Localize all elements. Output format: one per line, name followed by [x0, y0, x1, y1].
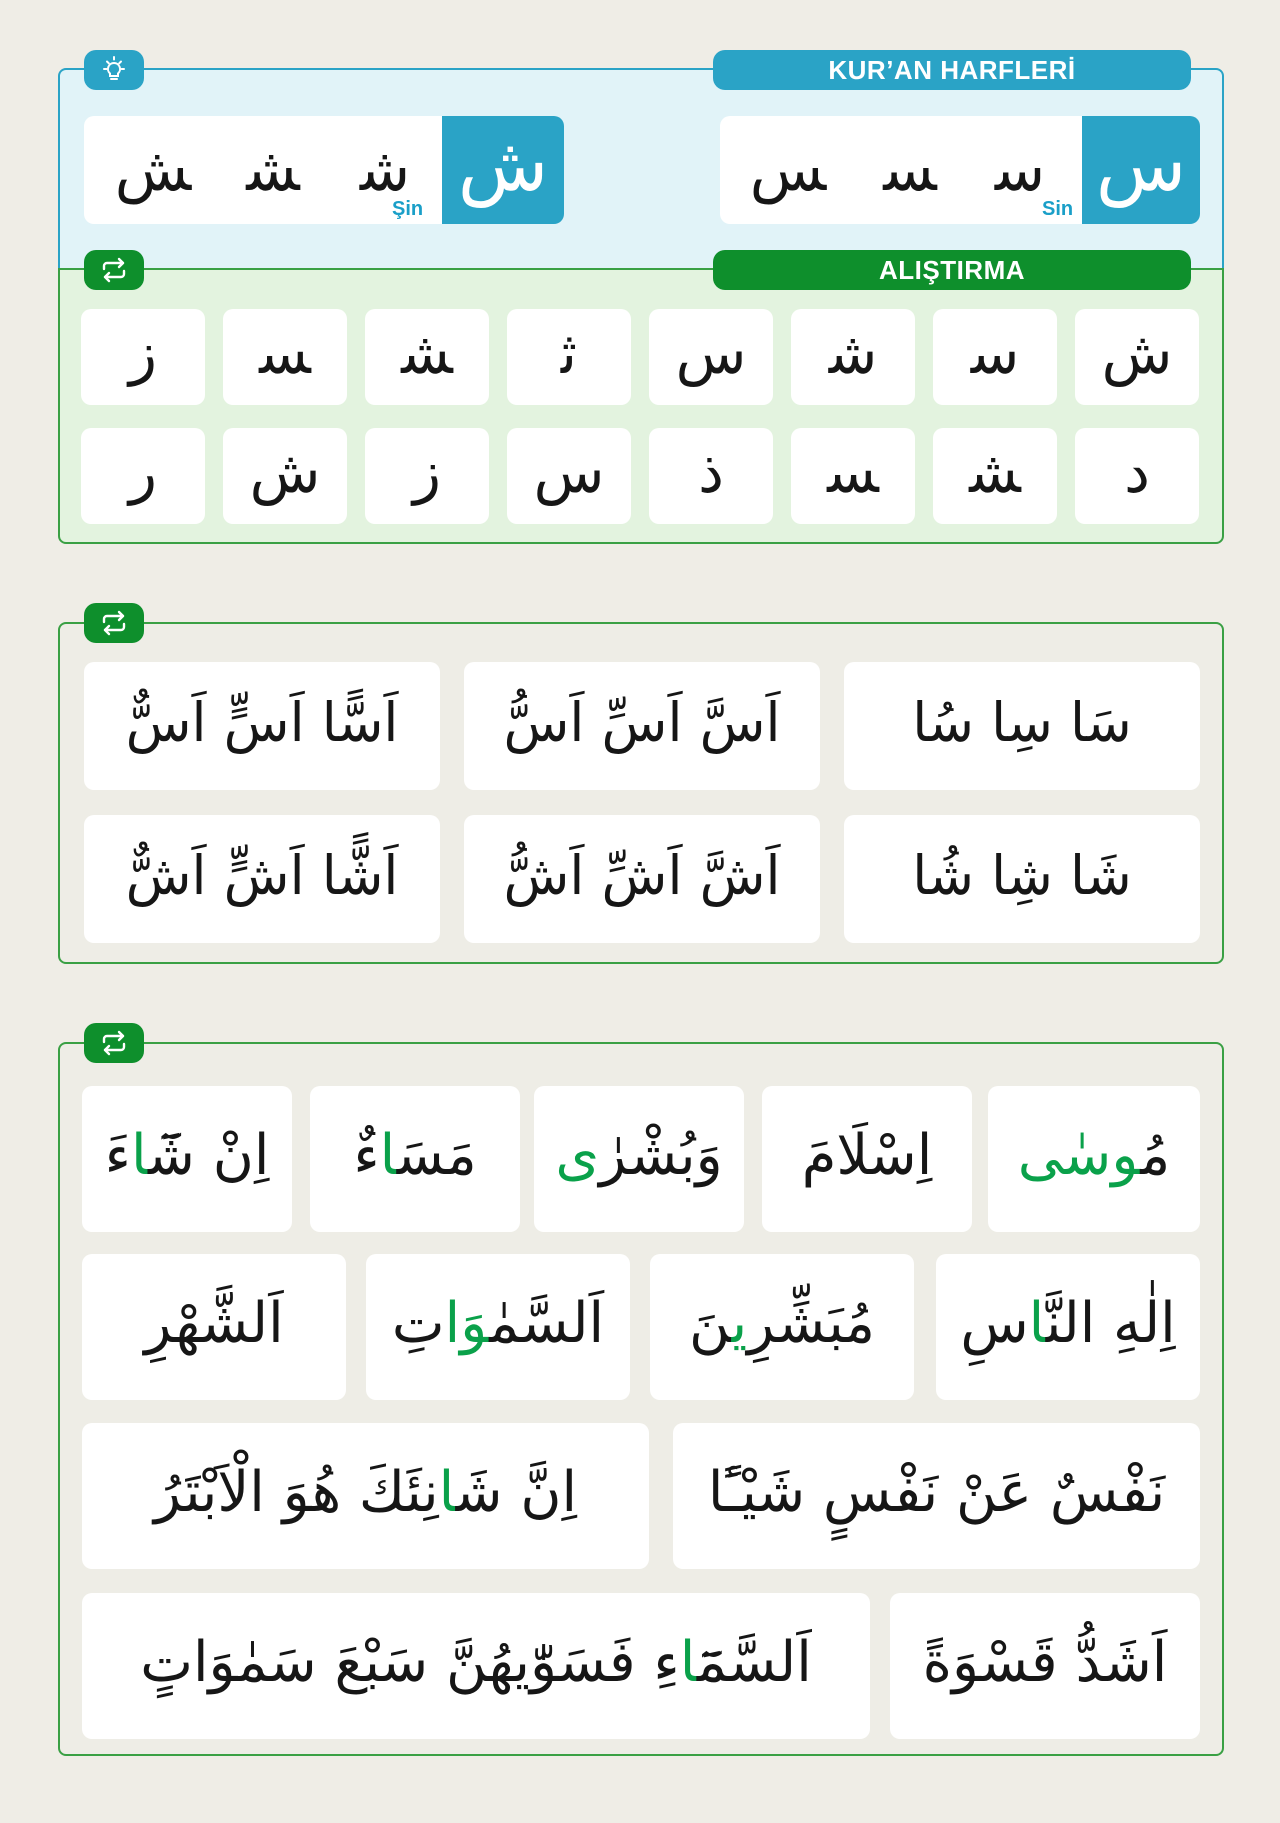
- word-cell: [650, 1254, 914, 1400]
- exercise-letter-cell: [223, 309, 347, 405]
- word-segment: اِنَّ شَ: [455, 1459, 578, 1525]
- exercise-letter-cell-text: ﺭ: [129, 438, 158, 506]
- word-segment: نِئَكَ هُوَ الْاَبْتَرُ: [153, 1459, 439, 1525]
- word-text: [144, 1291, 283, 1356]
- syllable-cell-text: اَسًّا اَسٍّ اَسٌّ: [125, 690, 399, 754]
- repeat-badge-1: [84, 250, 144, 290]
- exercise-letter-cell-text: ﺷ: [828, 319, 878, 387]
- word-text: [923, 1630, 1168, 1695]
- exercise-letter-cell-text: ﺯ: [129, 319, 158, 387]
- highlighted-letter: ي: [731, 1290, 748, 1356]
- word-cell: [890, 1593, 1200, 1739]
- repeat-badge-2: [84, 603, 144, 643]
- exercise-letter-cell-text: ﺸ: [401, 319, 453, 387]
- exercise-letter-cell-text: ﺩ: [1124, 438, 1150, 506]
- syllable-cell: [84, 815, 440, 943]
- word-segment: اَلسَّمٰ: [489, 1290, 605, 1356]
- highlighted-letter: ا: [379, 1122, 397, 1188]
- exercise-letter-cell: [1075, 309, 1199, 405]
- word-cell: [673, 1423, 1200, 1569]
- exercise-letter-cell: [1075, 428, 1199, 524]
- exercise-letter-cell-text: ﺳ: [970, 319, 1020, 387]
- exercise-letter-cell: [791, 428, 915, 524]
- sin-isolated-box: [1082, 116, 1200, 224]
- shin-isolated-box: [442, 116, 564, 224]
- highlighted-letter: وسٰى: [1017, 1122, 1141, 1188]
- sin-form-initial: ﺳ: [994, 135, 1046, 205]
- shin-form-initial: ﺷ: [359, 135, 411, 205]
- title-pill: [713, 50, 1191, 90]
- word-cell: [936, 1254, 1200, 1400]
- exercise-letter-cell-text: س: [675, 319, 747, 387]
- sin-form-final: ﺲ: [749, 135, 827, 205]
- repeat-icon: [99, 610, 129, 636]
- word-segment: نَفْسٌ عَنْ نَفْسٍ شَيْـًٔا: [707, 1459, 1166, 1525]
- exercise-letter-cell-text: ﺸ: [969, 438, 1021, 506]
- word-segment: مُبَشِّرِ: [747, 1290, 875, 1356]
- word-segment: ءِ فَسَوّٰيهُنَّ سَبْعَ سَمٰوَاتٍ: [140, 1629, 680, 1695]
- word-cell: [82, 1254, 346, 1400]
- word-segment: اَلشَّهْرِ: [144, 1290, 284, 1356]
- exercise-letter-cell: [933, 428, 1057, 524]
- exercise-letter-cell-text: ش: [1101, 319, 1173, 387]
- syllable-cell: [844, 662, 1200, 790]
- repeat-icon: [99, 1030, 129, 1056]
- exercise-letter-cell: [507, 428, 631, 524]
- highlighted-letter: ى: [555, 1122, 600, 1188]
- word-text: [555, 1123, 722, 1188]
- exercise-letter-cell: [81, 309, 205, 405]
- sin-form-medial: ﺴ: [883, 135, 937, 205]
- exercise-letter-cell: [223, 428, 347, 524]
- highlighted-letter: ا: [1028, 1290, 1046, 1356]
- word-segment: مُ: [1140, 1122, 1171, 1188]
- word-text: [802, 1123, 933, 1188]
- word-text: [708, 1460, 1165, 1525]
- exercise-letter-cell-text: ﺫ: [698, 438, 724, 506]
- shin-form-final: ﺶ: [114, 135, 192, 205]
- syllable-cell-text: سَا سِا سُا: [912, 690, 1132, 754]
- sin-isolated-letter: س: [1095, 122, 1187, 208]
- syllable-cell: [84, 662, 440, 790]
- word-cell: [762, 1086, 972, 1232]
- highlighted-letter: ٓا: [679, 1629, 697, 1695]
- word-cell: [82, 1423, 649, 1569]
- word-cell: [82, 1086, 292, 1232]
- word-segment: سِ: [960, 1290, 1029, 1356]
- syllable-cell: [844, 815, 1200, 943]
- exercise-title: ALIŞTIRMA: [878, 254, 1026, 285]
- word-text: [140, 1630, 812, 1695]
- shin-name-label: Şin: [392, 198, 424, 220]
- repeat-badge-3: [84, 1023, 144, 1063]
- word-text: [154, 1460, 577, 1525]
- syllable-cell: [464, 662, 820, 790]
- exercise-letter-cell: [649, 428, 773, 524]
- word-cell: [366, 1254, 630, 1400]
- sin-name-label: Sin: [1042, 198, 1074, 220]
- exercise-letter-cell: [365, 428, 489, 524]
- word-segment: اِلٰهِ النَّ: [1045, 1290, 1176, 1356]
- exercise-letter-cell: [81, 428, 205, 524]
- exercise-letter-cell-text: ﺯ: [413, 438, 442, 506]
- syllable-cell-text: اَشَّ اَشِّ اَشُّ: [503, 843, 781, 907]
- word-segment: وَبُشْرٰ: [599, 1122, 723, 1188]
- highlighted-letter: ٓا: [130, 1122, 148, 1188]
- word-segment: اَلسَّمَ: [696, 1629, 812, 1695]
- word-segment: ءَ: [104, 1122, 131, 1188]
- word-segment: نَ: [689, 1290, 732, 1356]
- word-cell: [310, 1086, 520, 1232]
- exercise-letter-cell: [649, 309, 773, 405]
- shin-form-medial: ﺸ: [246, 135, 300, 205]
- exercise-letter-cell: [933, 309, 1057, 405]
- highlighted-letter: ا: [438, 1459, 456, 1525]
- word-cell: [82, 1593, 870, 1739]
- word-text: [392, 1291, 604, 1356]
- syllable-cell-text: اَسَّ اَسِّ اَسُّ: [503, 690, 781, 754]
- exercise-letter-cell-text: ﺴ: [259, 319, 311, 387]
- word-text: [960, 1291, 1175, 1356]
- exercise-letter-cell-text: ﺛ: [560, 319, 578, 387]
- exercise-letter-cell-text: ش: [249, 438, 321, 506]
- word-cell: [988, 1086, 1200, 1232]
- syllable-cell-text: شَا شِا شُا: [912, 843, 1132, 907]
- exercise-letter-cell: [791, 309, 915, 405]
- word-segment: اِسْلَامَ: [801, 1122, 933, 1188]
- page-title: KUR’AN HARFLERİ: [828, 54, 1076, 85]
- syllable-cell-text: اَشًّا اَشٍّ اَشٌّ: [125, 843, 399, 907]
- word-cell: [534, 1086, 744, 1232]
- word-segment: اَشَدُّ قَسْوَةً: [922, 1629, 1168, 1695]
- exercise-letter-cell: [365, 309, 489, 405]
- highlighted-letter: وَا: [444, 1290, 490, 1356]
- word-text: [105, 1123, 270, 1188]
- syllable-cell: [464, 815, 820, 943]
- lightbulb-badge: [84, 50, 144, 90]
- word-text: [1018, 1123, 1171, 1188]
- repeat-icon: [99, 257, 129, 283]
- exercise-letter-cell-text: س: [533, 438, 605, 506]
- exercise-pill: [713, 250, 1191, 290]
- exercise-letter-cell-text: ﺴ: [827, 438, 879, 506]
- word-text: [353, 1123, 476, 1188]
- word-segment: مَسَ: [396, 1122, 477, 1188]
- word-segment: تِ: [391, 1290, 445, 1356]
- word-segment: اِنْ شَ: [148, 1122, 270, 1188]
- word-text: [689, 1291, 875, 1356]
- word-segment: ءٌ: [353, 1122, 380, 1188]
- exercise-letter-cell: [507, 309, 631, 405]
- shin-isolated-letter: ش: [457, 122, 549, 208]
- lightbulb-icon: [99, 55, 129, 85]
